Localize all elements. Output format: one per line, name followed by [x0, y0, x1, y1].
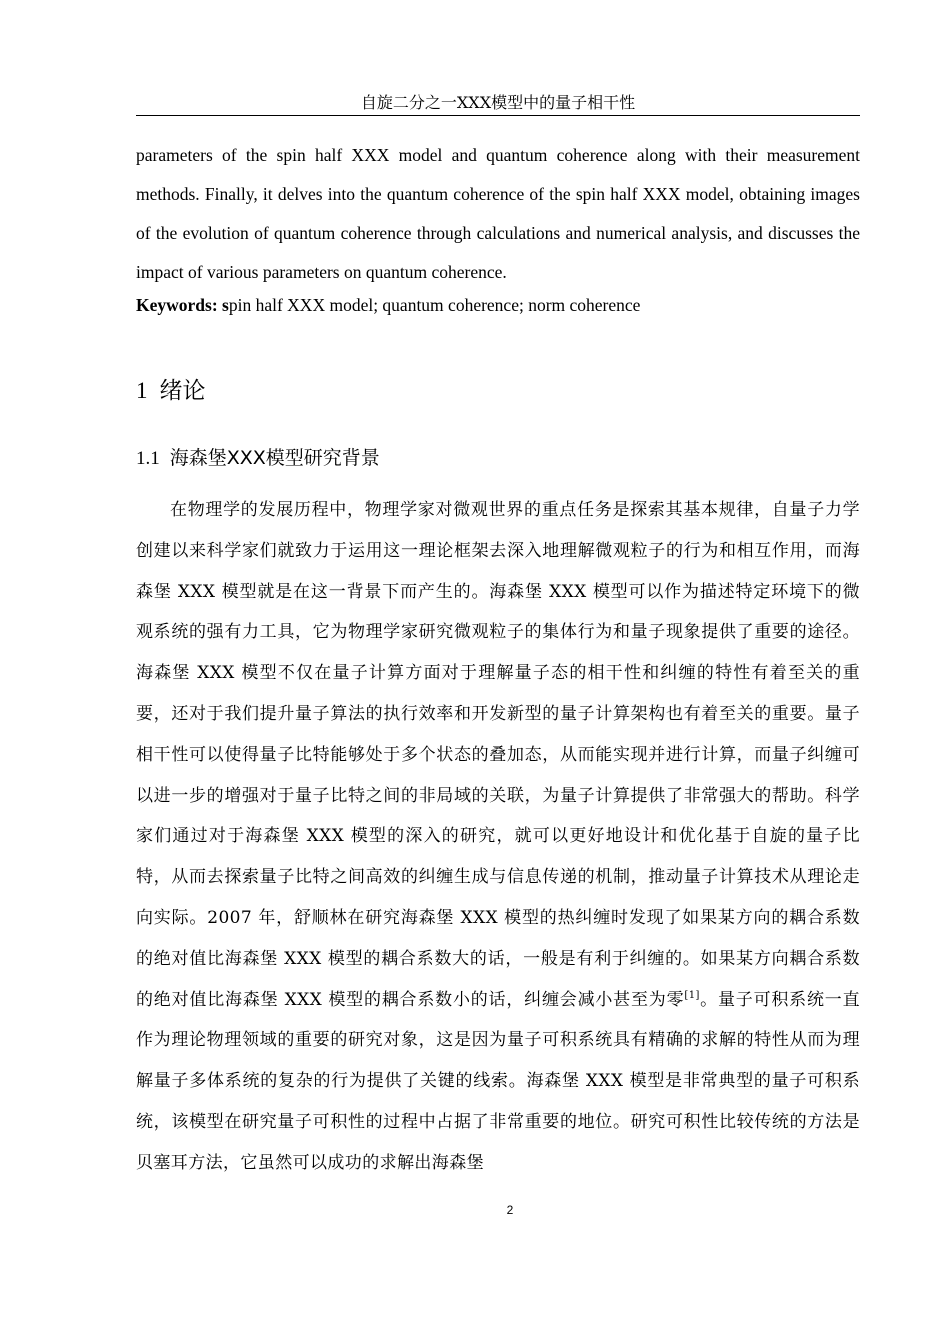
- paragraph-part-1: 在物理学的发展历程中，物理学家对微观世界的重点任务是探索其基本规律，自量子力学创建以来科学家们就致力于运用这一理论框架去深入地理解微观粒子的行为和相互作用，而海森堡 XXX 模型就是在这一背景下而产生的。海森堡 XXX 模型可以作为描述特定环境下的微观系统的强有力工具，它为物理学家研究微观粒子的集体行为和量子现象提供了重要的途径。海森堡 XXX 模型不仅在量子计算方面对于理解量子态的相干性和纠缠的特性有着至关的重要，还对于我们提升量子算法的执行效率和开发新型的量子计算架构也有着至关的重要。量子相干性可以使得量子比特能够处于多个状态的叠加态，从而能实现并进行计算，而量子纠缠可以进一步的增强对于量子比特之间的非局域的关联，为量子计算提供了非常强大的帮助。科学家们通过对于海森堡 XXX 模型的深入的研究，就可以更好地设计和优化基于自旋的量子比特，从而去探索量子比特之间高效的纠缠生成与信息传递的机制，推动量子计算技术从理论走向实际。2007 年，舒顺林在研究海森堡 XXX 模型的热纠缠时发现了如果某方向的耦合系数的绝对值比海森堡 XXX 模型的耦合系数大的话，一般是有利于纠缠的。如果某方向耦合系数的绝对值比海森堡 XXX 模型的耦合系数小的话，纠缠会减小甚至为零: [136, 500, 860, 1010]
- running-header: 自旋二分之一XXX模型中的量子相干性: [360, 93, 636, 112]
- subsection-title: 海森堡XXX模型研究背景: [169, 447, 380, 469]
- section-number: 1: [136, 378, 148, 403]
- body-paragraph: [136, 490, 860, 1184]
- section-title: 绪论: [159, 378, 206, 404]
- page-number: 2: [506, 1203, 514, 1217]
- keywords-text: pin half XXX model; quantum coherence; norm coherence: [228, 295, 641, 315]
- paragraph-part-2: 。量子可积系统一直作为理论物理领域的重要的研究对象，这是因为量子可积系统具有精确的求解的特性从而为理解量子多体系统的复杂的行为提供了关键的线索。海森堡 XXX 模型是非常典型的量子可积系统，该模型在研究量子可积性的过程中占据了非常重要的地位。研究可积性比较传统的方法是贝塞耳方法，它虽然可以成功的求解出海森堡: [136, 989, 860, 1173]
- keywords-label: Keywords: s: [136, 295, 229, 315]
- keywords-line: [136, 291, 860, 319]
- abstract-continuation: parameters of the spin half XXX model and quantum coherence along with their measurement methods. Finally, it delves into the quantum coherence of the spin half XXX model, obtaining images of the evolution of quantum coherence through calculations and numerical analysis, and discusses the impact of various parameters on quantum coherence.: [136, 145, 860, 282]
- citation-ref[interactable]: [1]: [684, 989, 700, 1001]
- header-rule: [136, 115, 860, 116]
- subsection-number: 1.1: [136, 448, 160, 469]
- subsection-heading: [136, 441, 380, 475]
- section-heading: [136, 371, 206, 411]
